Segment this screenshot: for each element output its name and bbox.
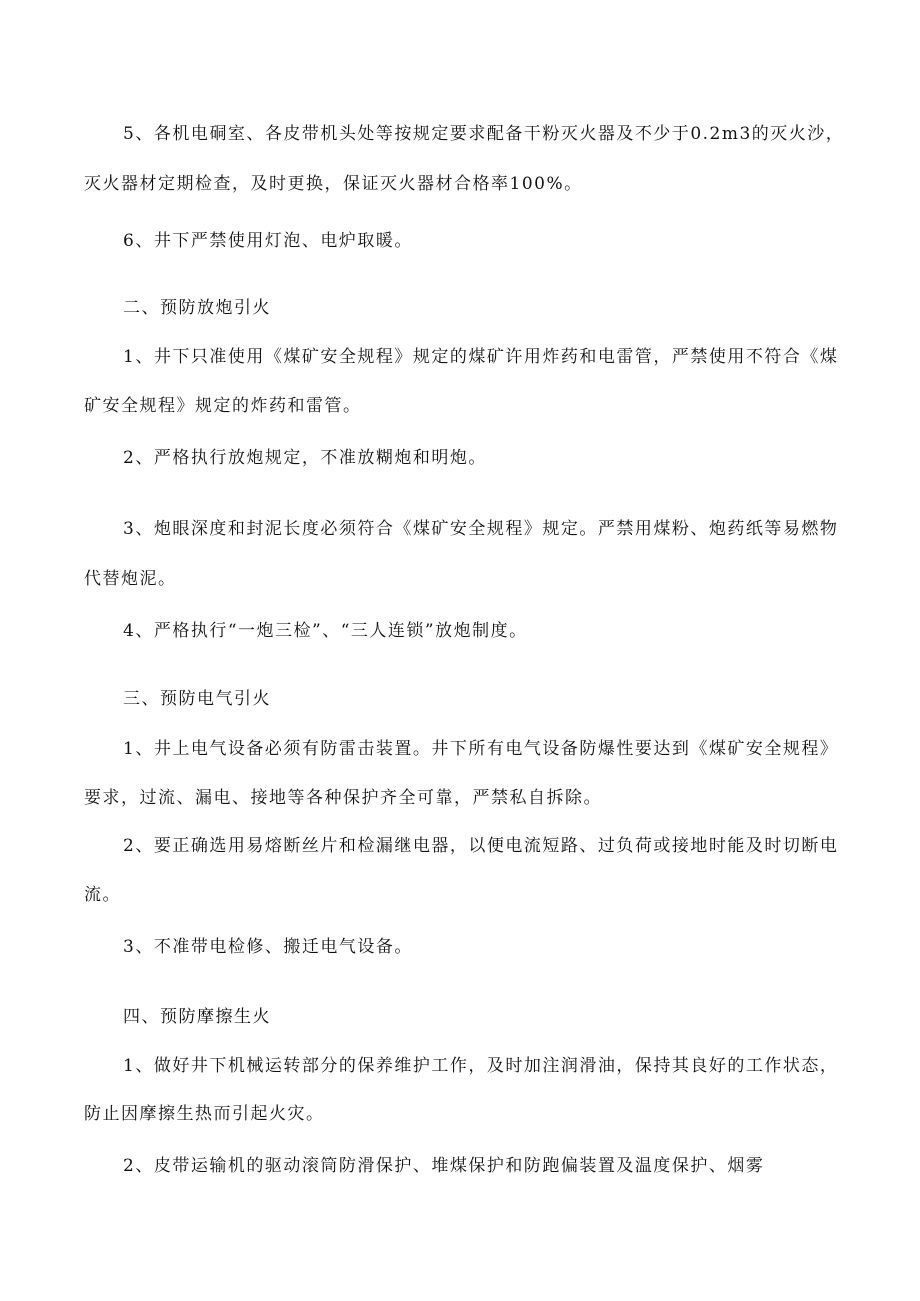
- section-4-item-2-line-1: 2、皮带运输机的驱动滚筒防滑保护、堆煤保护和防跑偏装置及温度保护、烟雾: [123, 1156, 765, 1176]
- section-2-item-1-line-1: 1、井下只准使用《煤矿安全规程》规定的煤矿许用炸药和电雷管，严禁使用不符合《煤: [123, 347, 839, 367]
- section-heading-4: 四、预防摩擦生火: [123, 1007, 271, 1027]
- paragraph-5-line-1: 5、各机电硐室、各皮带机头处等按规定要求配备干粉灭火器及不少于0.2m3的灭火沙，: [123, 124, 845, 144]
- section-3-item-2-line-1: 2、要正确选用易熔断丝片和检漏继电器，以便电流短路、过负荷或接地时能及时切断电: [123, 836, 839, 856]
- paragraph-6: 6、井下严禁使用灯泡、电炉取暖。: [123, 231, 413, 251]
- section-4-item-1-line-1: 1、做好井下机械运转部分的保养维护工作，及时加注润滑油，保持其良好的工作状态，: [123, 1056, 839, 1076]
- section-3-item-3: 3、不准带电检修、搬迁电气设备。: [123, 937, 413, 957]
- section-2-item-3-line-1: 3、炮眼深度和封泥长度必须符合《煤矿安全规程》规定。严禁用煤粉、炮药纸等易燃物: [123, 519, 839, 539]
- section-2-item-1-line-2: 矿安全规程》规定的炸药和雷管。: [84, 396, 362, 416]
- section-2-item-4: 4、严格执行“一炮三检”、“三人连锁”放炮制度。: [123, 621, 528, 641]
- section-3-item-1-line-2: 要求，过流、漏电、接地等各种保护齐全可靠，严禁私自拆除。: [84, 788, 602, 808]
- section-3-item-2-line-2: 流。: [84, 885, 121, 905]
- section-4-item-1-line-2: 防止因摩擦生热而引起火灾。: [84, 1104, 325, 1124]
- section-3-item-1-line-1: 1、井上电气设备必须有防雷击装置。井下所有电气设备防爆性要达到《煤矿安全规程》: [123, 739, 839, 759]
- section-heading-2: 二、预防放炮引火: [123, 298, 271, 318]
- section-2-item-2: 2、严格执行放炮规定，不准放糊炮和明炮。: [123, 448, 487, 468]
- section-2-item-3-line-2: 代替炮泥。: [84, 569, 177, 589]
- section-heading-3: 三、预防电气引火: [123, 689, 271, 709]
- paragraph-5-line-2: 灭火器材定期检查，及时更换，保证灭火器材合格率100%。: [84, 174, 583, 194]
